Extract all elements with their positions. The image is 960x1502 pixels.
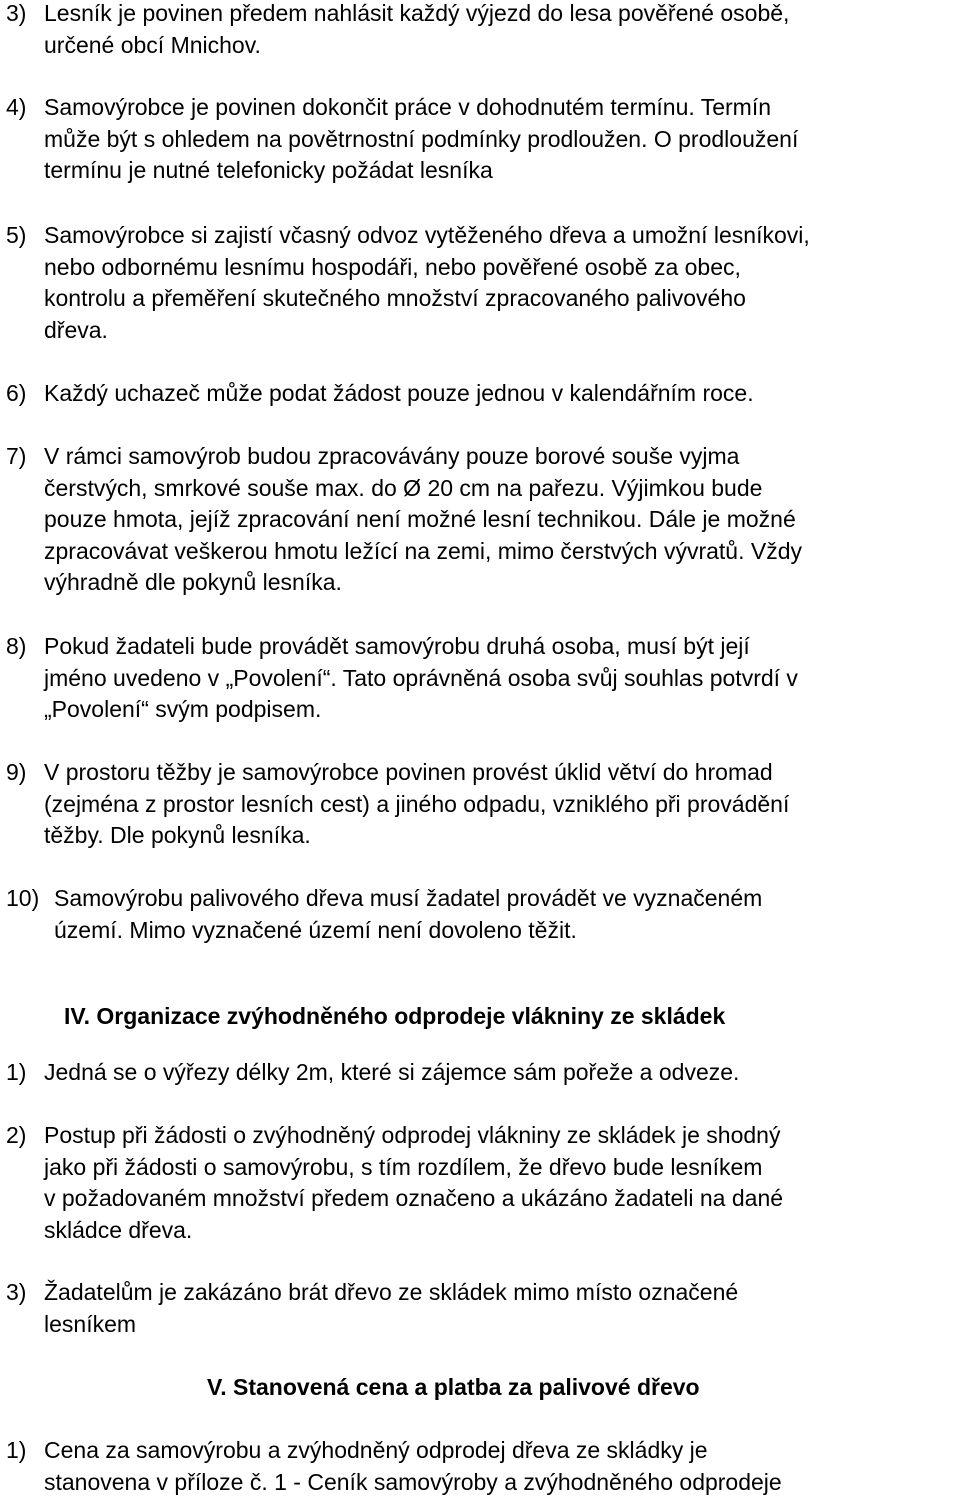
list-item-number: 8) [6,633,27,659]
list-item-text: Každý uchazeč může podat žádost pouze jednou v kalendářním roce. [44,380,754,406]
list-item-3 [6,0,960,61]
list-item-number: 7) [6,443,27,469]
section-heading-v [207,1372,700,1404]
list-item-text: V prostoru těžby je samovýrobce povinen provést úklid větví do hromad (zejména z prostor lesních cest) a jiného odpadu, vzniklého při provádění těžby. Dle pokynů lesníka. [44,759,790,848]
list-item-number: 1) [6,1059,27,1085]
list-item-text: Postup při žádosti o zvýhodněný odprodej vlákniny ze skládek je shodný jako při žádosti o samovýrobu, s tím rozdílem, že dřevo bude lesníkem v požadovaném množství předem označeno a ukázáno žadateli na dané skládce dřeva. [44,1122,784,1243]
list-item-number: 3) [6,1279,27,1305]
list-item-number: 10) [6,885,40,911]
list-item-text: V rámci samovýrob budou zpracovávány pouze borové souše vyjma čerstvých, smrkové souše max. do Ø 20 cm na pařezu. Výjimkou bude pouze hmota, jejíž zpracování není možné lesní technikou. Dále je možné zpracovávat veškerou hmotu ležící na zemi, mimo čerstvých vývratů. Vždy výhradně dle pokynů lesníka. [44,443,802,595]
list-item-number: 3) [6,0,27,26]
list-item-7 [6,441,960,599]
section4-item-3 [6,1277,960,1340]
section-title: Organizace zvýhodněného odprodeje vlákniny ze skládek [96,1003,726,1029]
list-item-9 [6,757,960,852]
list-item-5 [6,220,960,346]
list-item-text: Jedná se o výřezy délky 2m, které si zájemce sám pořeže a odveze. [44,1059,740,1085]
list-item-text: Samovýrobce si zajistí včasný odvoz vytěženého dřeva a umožní lesníkovi, nebo odbornému lesnímu hospodáři, nebo pověřené osobě za obec, kontrolu a přeměření skutečného množství zpracovaného palivového dřeva. [44,222,810,343]
list-item-number: 1) [6,1437,27,1463]
list-item-number: 2) [6,1122,27,1148]
section-number: V. [207,1374,227,1400]
list-item-text: Lesník je povinen předem nahlásit každý výjezd do lesa pověřené osobě, určené obcí Mnichov. [44,0,790,58]
list-item-number: 6) [6,380,27,406]
section4-item-1 [6,1057,960,1089]
list-item-4 [6,92,960,187]
section4-item-2 [6,1120,960,1246]
list-item-number: 4) [6,94,27,120]
list-item-text: Pokud žadateli bude provádět samovýrobu druhá osoba, musí být její jméno uvedeno v „Povolení“. Tato oprávněná osoba svůj souhlas potvrdí v „Povolení“ svým podpisem. [44,633,798,722]
list-item-number: 5) [6,222,27,248]
section-number: IV. [64,1003,91,1029]
list-item-text: Samovýrobu palivového dřeva musí žadatel provádět ve vyznačeném území. Mimo vyznačené území není dovoleno těžit. [54,885,763,943]
list-item-6 [6,378,960,410]
list-item-number: 9) [6,759,27,785]
section-title: Stanovená cena a platba za palivové dřevo [233,1374,700,1400]
section-heading-iv [64,1001,725,1033]
section5-item-1 [6,1435,960,1498]
list-item-8 [6,631,960,726]
list-item-10 [6,883,960,946]
list-item-text: Žadatelům je zakázáno brát dřevo ze skládek mimo místo označené lesníkem [44,1279,739,1337]
list-item-text: Samovýrobce je povinen dokončit práce v dohodnutém termínu. Termín může být s ohledem na povětrnostní podmínky prodloužen. O prodloužení termínu je nutné telefonicky požádat lesníka [44,94,799,183]
list-item-text: Cena za samovýrobu a zvýhodněný odprodej dřeva ze skládky je stanovena v příloze č. 1 - Ceník samovýroby a zvýhodněného odprodeje [44,1437,782,1495]
